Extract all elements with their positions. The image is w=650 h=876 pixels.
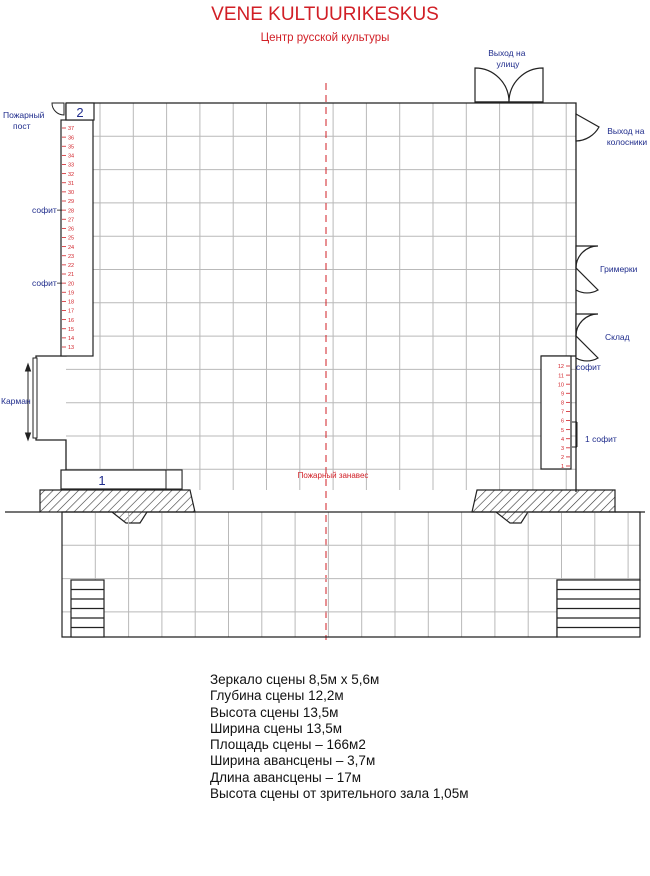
sofit-label-right: софит	[576, 362, 601, 372]
first-sofit-marker	[572, 422, 617, 447]
right-rail	[541, 356, 571, 469]
rail-number: 7	[560, 409, 564, 416]
right-stairs	[557, 580, 640, 637]
rail-number: 36	[68, 135, 75, 142]
left-proscenium-wall	[40, 490, 195, 523]
rail-number: 22	[68, 263, 75, 270]
rail-number: 19	[68, 290, 75, 297]
forestage-grid	[62, 512, 640, 637]
rail-number: 17	[68, 308, 75, 315]
forestage-outline	[62, 512, 640, 637]
rail-number: 34	[68, 153, 75, 160]
exit-grid-door-icon	[576, 114, 599, 141]
rail-number: 15	[68, 326, 75, 333]
rail-number: 8	[560, 400, 564, 407]
proscenium-walls	[5, 490, 645, 523]
page-subtitle: Центр русской культуры	[260, 32, 390, 44]
storage-door-top-icon	[576, 314, 598, 336]
left-stairs	[71, 580, 104, 637]
stage-specifications	[210, 672, 468, 802]
spec-line: Длина авансцены – 17м	[210, 769, 362, 785]
rail-number: 10	[557, 382, 564, 389]
rail-number: 4	[560, 436, 564, 443]
rail-number: 24	[68, 244, 75, 251]
rail-number: 31	[68, 180, 75, 187]
rail-number: 1	[560, 464, 564, 471]
box-1-label: 1	[98, 473, 106, 488]
rail-number: 30	[68, 190, 75, 197]
rail-number: 3	[560, 446, 564, 453]
rail-number: 23	[68, 253, 75, 260]
exit-street-door-icon	[475, 68, 543, 102]
rail-number: 29	[68, 199, 75, 206]
stage-grid	[66, 103, 576, 490]
rail-number: 12	[557, 364, 564, 371]
spec-line: Ширина сцены 13,5м	[210, 720, 342, 736]
exit-street-label: Выход на улицу	[488, 48, 526, 69]
rail-number: 14	[68, 336, 75, 343]
rail-number: 9	[560, 391, 564, 398]
rail-number: 20	[68, 281, 75, 288]
sofit-label-left-upper: софит	[32, 205, 57, 216]
stage-outline	[36, 103, 576, 492]
rail-number: 13	[68, 345, 75, 352]
spec-line: Высота сцены 13,5м	[210, 704, 339, 720]
box-1	[61, 470, 182, 489]
rail-number: 16	[68, 317, 75, 324]
storage-door-bottom-icon	[576, 336, 598, 361]
dressing-room-door-bottom-icon	[576, 268, 598, 293]
fire-curtain-label: Пожарный занавес	[297, 471, 369, 480]
rail-number: 11	[558, 373, 564, 380]
rail-number: 33	[68, 162, 75, 169]
rail-number: 28	[68, 208, 75, 215]
box-2-label: 2	[76, 105, 84, 120]
spec-line: Площадь сцены – 166м2	[210, 737, 366, 753]
page-title: VENE KULTUURIKESKUS	[211, 4, 439, 25]
sofit-label-left-lower: софит	[32, 278, 57, 289]
pocket-label: Карман	[1, 396, 31, 406]
spec-line: Высота сцены от зрительного зала 1,05м	[210, 786, 469, 802]
rail-number: 35	[68, 144, 75, 151]
storage-label: Склад	[605, 332, 630, 342]
rail-number: 37	[68, 126, 75, 133]
exit-grid-label: Выход на колосники	[606, 126, 648, 147]
spec-line: Зеркало сцены 8,5м х 5,6м	[210, 672, 380, 687]
rail-number: 2	[560, 455, 564, 462]
fire-post-box	[52, 103, 94, 120]
rail-number: 6	[560, 418, 564, 425]
rail-number: 25	[68, 235, 75, 242]
fire-post-label: Пожарный пост	[3, 110, 45, 131]
rail-number: 32	[68, 171, 75, 178]
rail-number: 5	[560, 427, 564, 434]
spec-line: Глубина сцены 12,2м	[210, 688, 344, 704]
rail-number: 21	[68, 272, 75, 279]
dressing-rooms-label: Гримерки	[600, 264, 638, 274]
dressing-room-door-top-icon	[576, 246, 598, 268]
rail-number: 26	[68, 226, 75, 233]
rail-number: 18	[68, 299, 75, 306]
rail-number: 27	[68, 217, 75, 224]
spec-line: Ширина авансцены – 3,7м	[210, 753, 376, 769]
first-sofit-label: 1 софит	[585, 434, 617, 444]
right-side-doors	[576, 114, 599, 361]
right-proscenium-wall	[472, 490, 615, 523]
